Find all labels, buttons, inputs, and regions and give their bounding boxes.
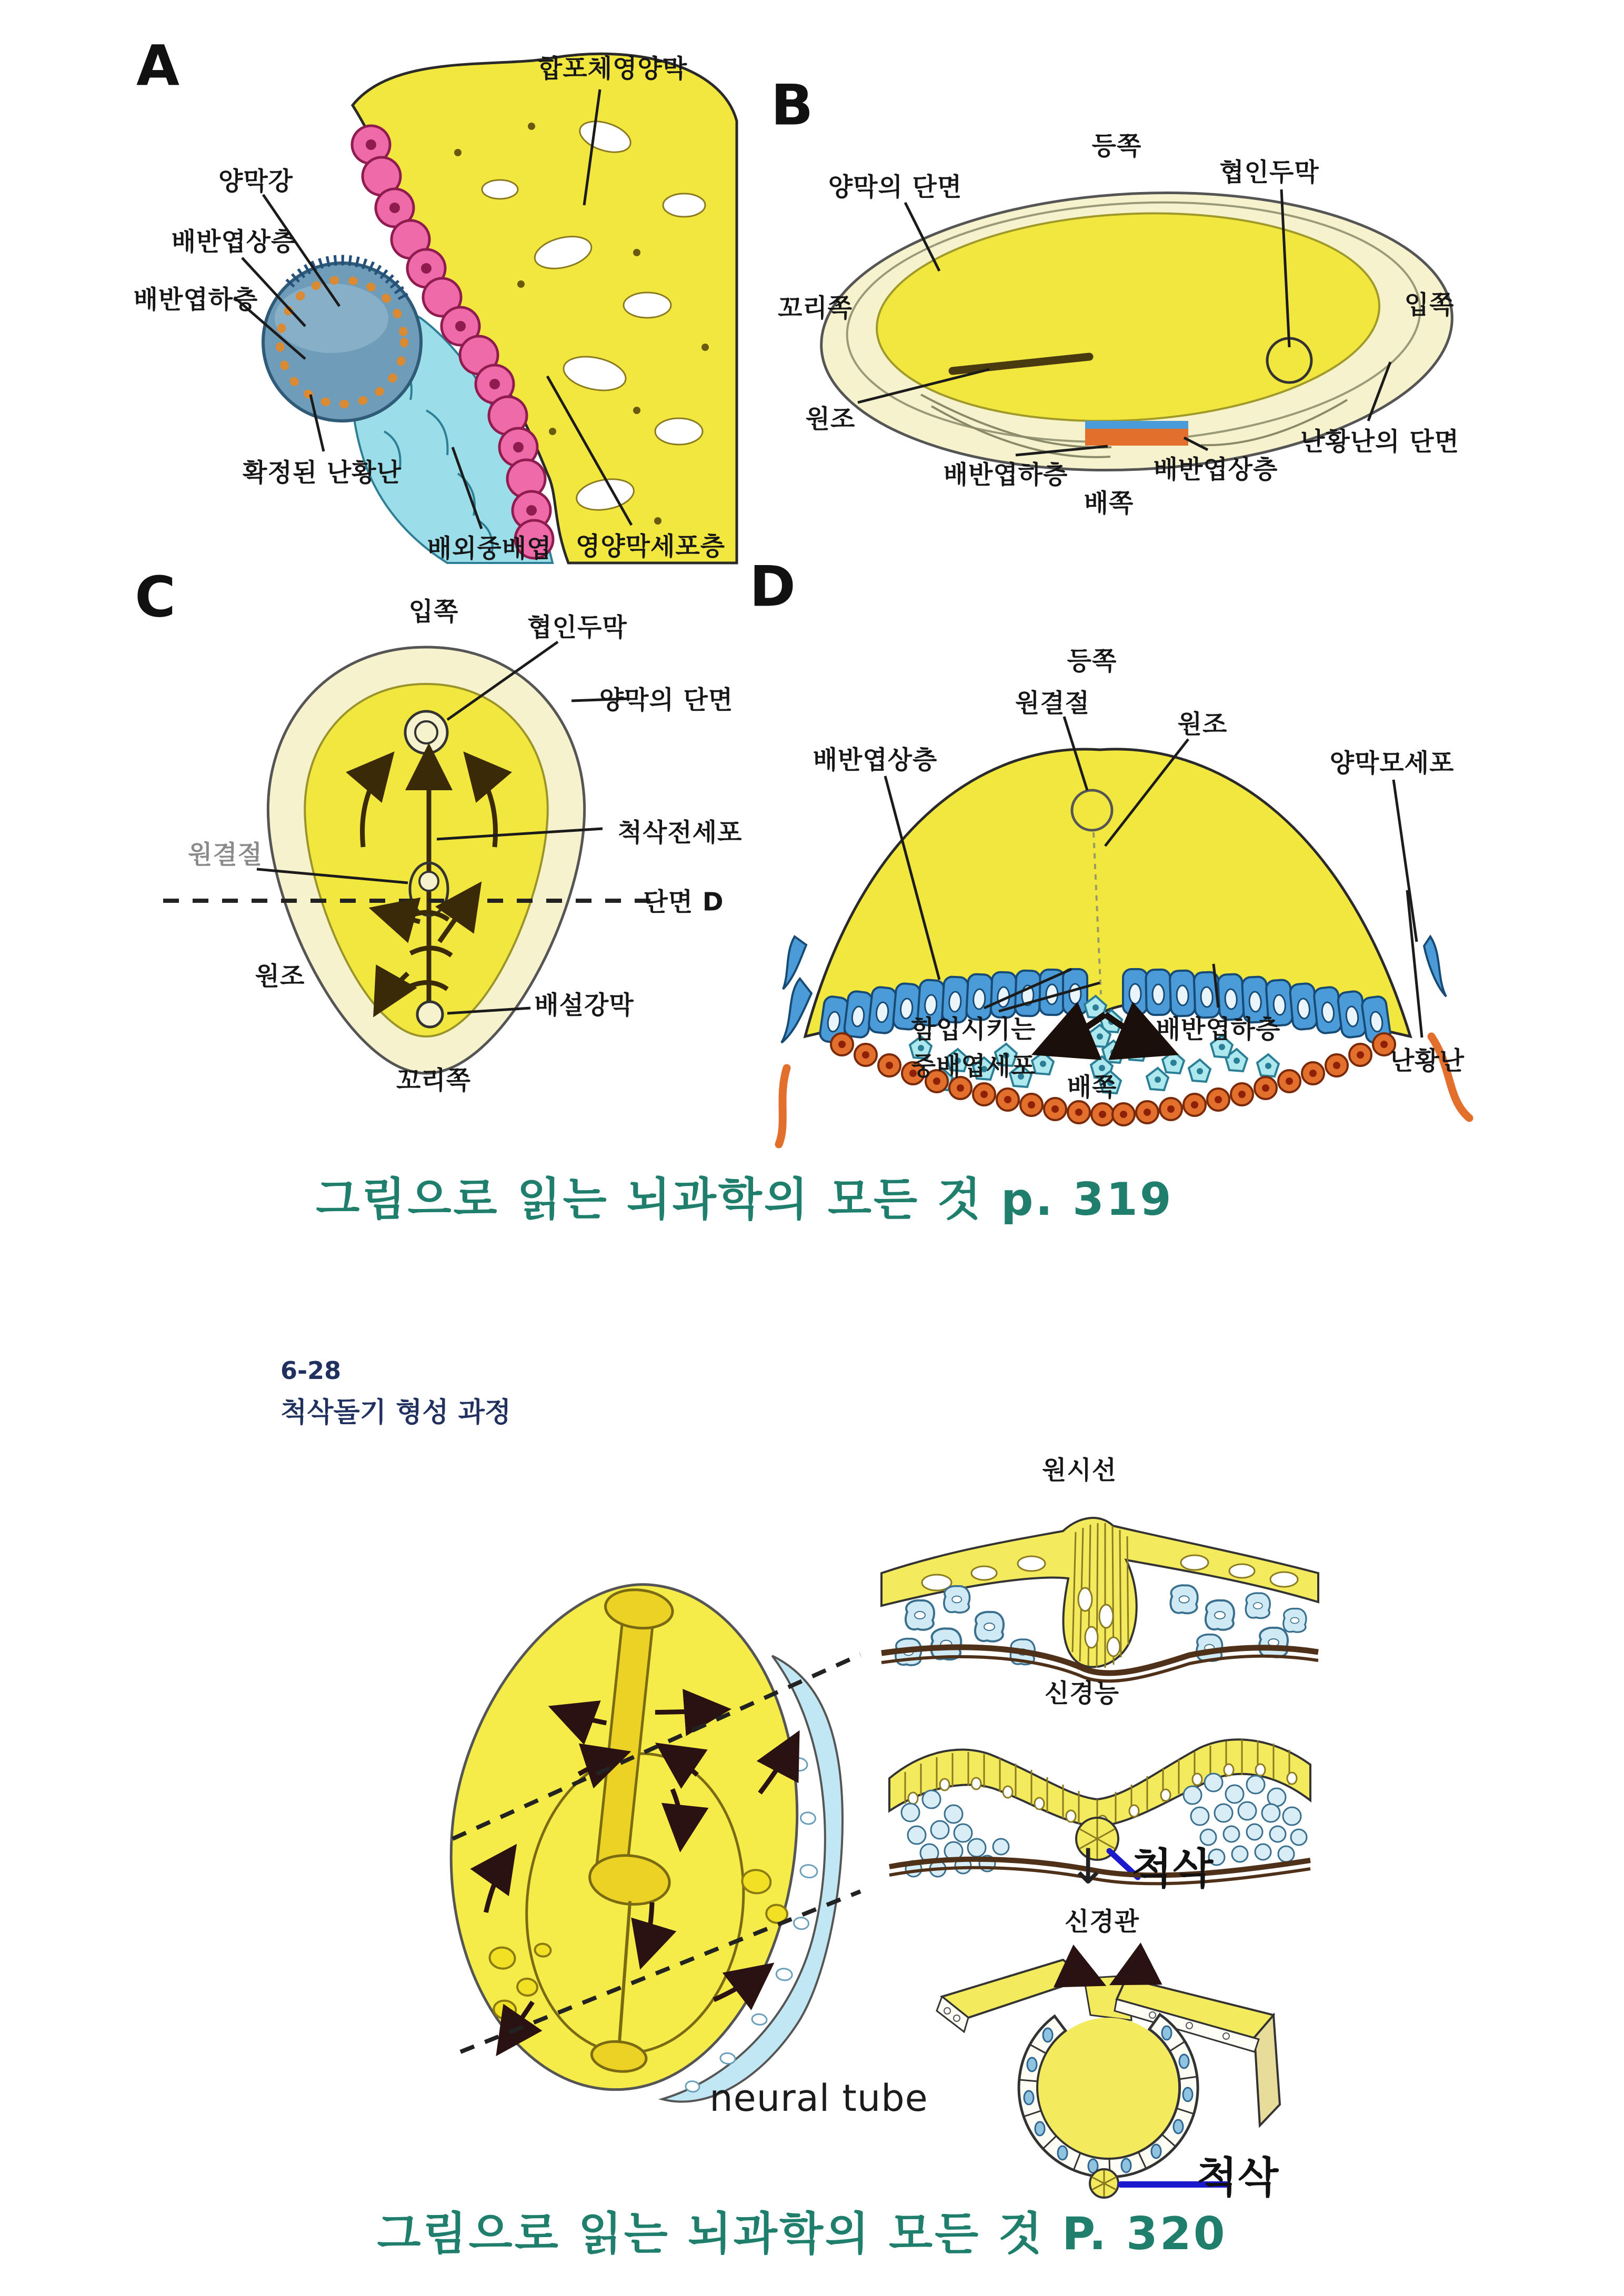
label-c-prechordal-cells: 척삭전세포: [617, 818, 743, 848]
label-a-definitive-yolk-sac: 확정된 난황난: [243, 458, 402, 488]
figure2-number: 6-28: [280, 1356, 342, 1385]
label-b-amnion-section: 양막의 단면: [828, 172, 963, 202]
panel-d-illustration: [737, 573, 1526, 1121]
label-notochord-1: 척삭: [1131, 1844, 1214, 1894]
label-c-amnion-section: 양막의 단면: [599, 685, 734, 715]
label-d-yolk-sac: 난황난: [1389, 1046, 1465, 1076]
panel-a-letter: A: [136, 33, 180, 98]
label-neural-tube-ko: 신경관: [1064, 1907, 1140, 1937]
label-b-primitive-streak: 원조: [805, 404, 856, 434]
panel-c-letter: C: [135, 565, 176, 630]
label-d-ingressing-line1: 함입시키는: [911, 1014, 1036, 1044]
figure2-title: 척삭돌기 형성 과정: [280, 1397, 512, 1428]
label-a-hypoblast: 배반엽하층: [133, 285, 258, 315]
label-notochord-2: 척삭: [1196, 2153, 1279, 2202]
panel-b-letter: B: [770, 73, 814, 138]
label-a-extraembryonic-mesoderm: 배외중배엽: [427, 533, 552, 563]
label-b-yolk-sac-section: 난황난의 단면: [1300, 427, 1459, 457]
label-c-section-d: 단면 D: [643, 887, 724, 917]
label-d-primitive-streak: 원조: [1177, 709, 1228, 739]
label-b-ventral: 배쪽: [1084, 488, 1134, 518]
label-d-dorsal: 등쪽: [1067, 646, 1117, 676]
label-d-ingressing-line2: 중배엽세포: [911, 1051, 1036, 1081]
label-c-caudal: 꼬리쪽: [396, 1065, 472, 1095]
notochord-egg-illustration: [416, 1552, 863, 2126]
label-b-oropharyngeal-membrane: 협인두막: [1219, 157, 1319, 187]
label-d-hypoblast: 배반엽하층: [1156, 1014, 1281, 1044]
label-b-hypoblast: 배반엽하층: [943, 460, 1068, 490]
label-c-cloacal-membrane: 배설강막: [534, 990, 634, 1020]
down-arrow-icon: ↓: [1067, 1838, 1109, 1895]
label-a-amniotic-cavity: 양막강: [218, 166, 294, 196]
label-a-syncytiotrophoblast: 합포체영양막: [537, 54, 688, 84]
label-d-epiblast: 배반엽상층: [813, 745, 938, 775]
figure2-caption: 그림으로 읽는 뇌과학의 모든 것 P. 320: [377, 2208, 1227, 2260]
figure1-caption: 그림으로 읽는 뇌과학의 모든 것 p. 319: [316, 1173, 1174, 1226]
label-b-dorsal: 등쪽: [1091, 131, 1142, 161]
label-primitive-streak-section: 원시선: [1041, 1455, 1117, 1485]
label-neural-tube-en: neural tube: [709, 2077, 928, 2120]
label-d-ventral: 배쪽: [1067, 1072, 1117, 1102]
label-d-primitive-node: 원결절: [1015, 688, 1090, 718]
label-b-epiblast: 배반엽상층: [1153, 455, 1278, 485]
panel-d-letter: D: [749, 554, 796, 619]
label-c-oral: 입쪽: [408, 597, 459, 627]
label-neural-crest: 신경능: [1044, 1678, 1120, 1708]
label-b-caudal: 꼬리쪽: [777, 293, 853, 323]
label-a-epiblast: 배반엽상층: [171, 227, 296, 257]
figure2-heading: [280, 1356, 511, 1429]
label-c-oropharyngeal-membrane: 협인두막: [527, 612, 627, 642]
label-b-oral: 입쪽: [1404, 290, 1455, 320]
label-c-primitive-node: 원결절: [187, 840, 263, 870]
label-a-trophoblast-cell-layer: 영양막세포층: [575, 531, 726, 561]
label-d-amnioblast: 양막모세포: [1329, 748, 1455, 778]
label-c-primitive-streak: 원조: [255, 961, 305, 991]
primitive-streak-section-illustration: [874, 1494, 1326, 1684]
